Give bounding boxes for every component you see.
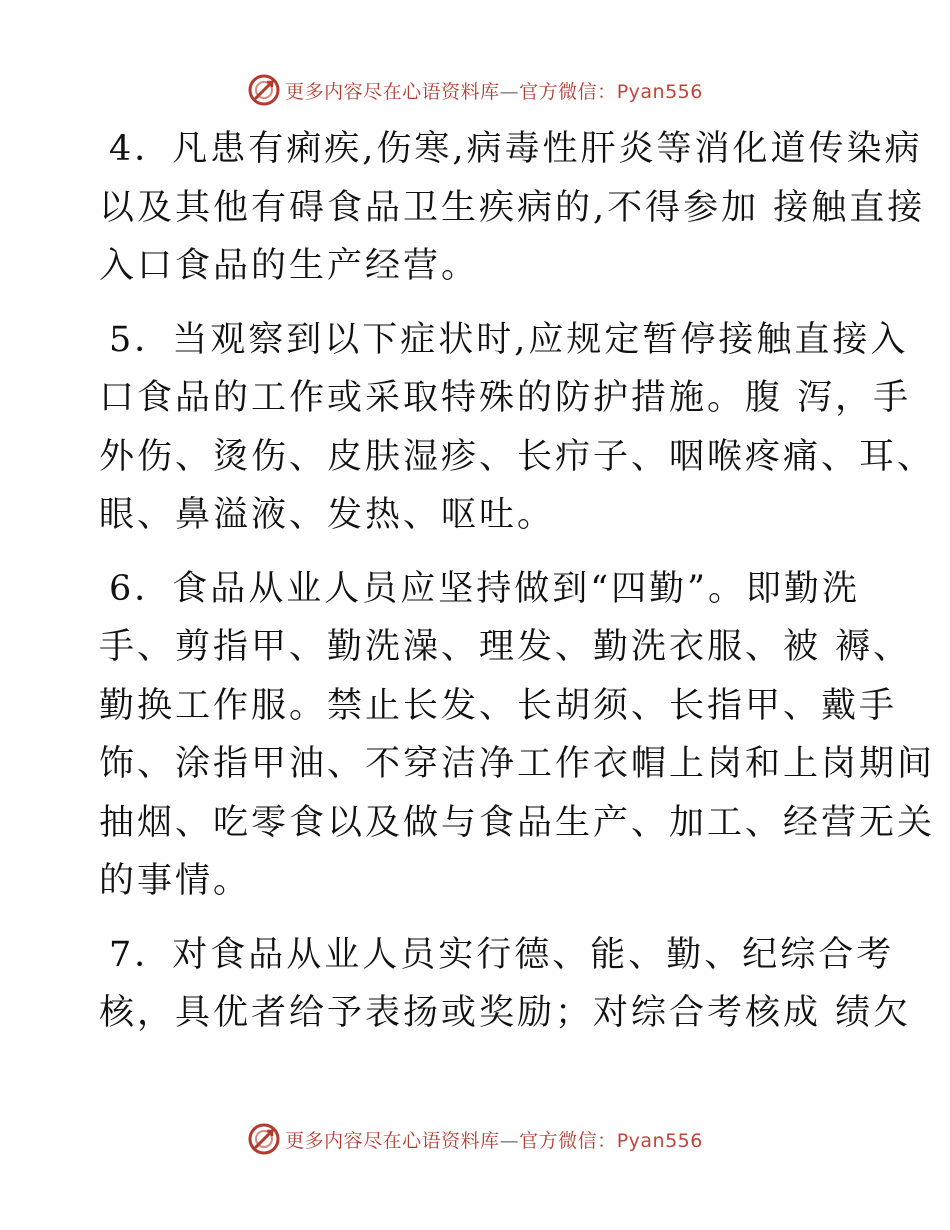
header-watermark [0,70,950,110]
text-line: 勤换工作服。禁止长发、长胡须、长指甲、戴手 [99,685,898,726]
watermark-brand: 更多内容尽在心语资料库 [285,80,500,103]
watermark-brand: 更多内容尽在心语资料库 [285,1129,500,1152]
text-line: 饰、涂指甲油、不穿洁净工作衣帽上岗和上岗期间 [99,744,936,784]
watermark-separator: — [499,80,520,103]
text-line: 以及其他有碍食品卫生疾病的,不得参加 接触直接 [99,187,926,228]
text-line: 6．食品从业人员应坚持做到“四勤”。即勤洗 [109,568,861,609]
document-body [99,120,936,1043]
watermark-contact-label: 官方微信： [519,80,617,103]
paragraph-item-7 [99,926,912,1043]
watermark-contact-id: Pyan556 [616,1129,703,1152]
text-line: 的事情。 [99,861,252,901]
paragraph-item-5 [99,311,936,545]
paragraph-item-4 [99,120,926,296]
text-line: 抽烟、吃零食以及做与食品生产、加工、经营无关 [99,802,936,843]
watermark-contact-label: 官方微信： [519,1129,617,1152]
text-line: 核，具优者给予表扬或奖励；对综合考核成 绩欠 [99,993,912,1033]
text-line: 7．对食品从业人员实行德、能、勤、纪综合考 [109,934,895,975]
text-line: 4．凡患有痢疾,伤寒,病毒性肝炎等消化道传染病 [109,129,923,169]
text-line: 5．当观察到以下症状时,应规定暂停接触直接入 [109,319,909,360]
watermark-text [285,1126,703,1153]
watermark-separator: — [499,1129,520,1152]
footer-watermark [0,1119,950,1159]
text-line: 外伤、烫伤、皮肤湿疹、长疖子、咽喉疼痛、耳、 [99,436,936,477]
watermark-contact-id: Pyan556 [616,80,703,103]
text-line: 口食品的工作或采取特殊的防护措施。腹 泻，手 [99,378,912,418]
text-line: 手、剪指甲、勤洗澡、理发、勤洗衣服、被 褥、 [99,627,912,667]
watermark-text [285,77,703,104]
brand-logo-icon [247,73,281,107]
text-line: 入口食品的生产经营。 [99,246,480,286]
brand-logo-icon [247,1122,281,1156]
paragraph-item-6 [99,560,936,911]
text-line: 眼、鼻溢液、发热、呕吐。 [99,495,556,535]
